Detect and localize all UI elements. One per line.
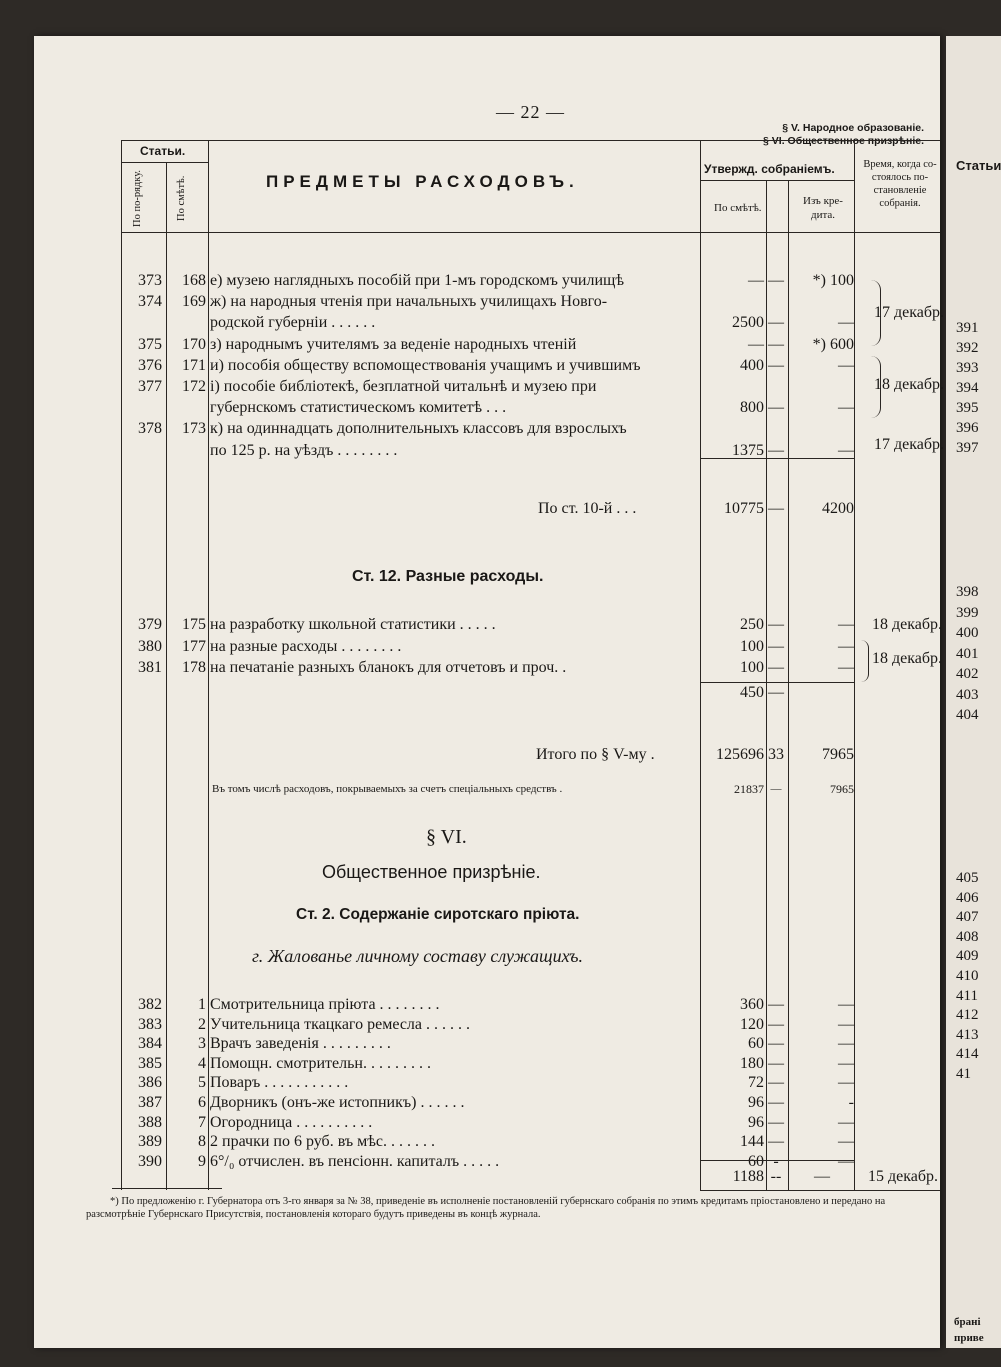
row-amount-smeta: 60 (748, 1152, 764, 1170)
row-amount-smeta: 250 (740, 616, 764, 633)
row-estimate-number: 173 (182, 420, 206, 438)
row-amount-kredit: — (838, 1074, 854, 1092)
total-st10-a: 10775 (724, 500, 764, 517)
special-c: 7965 (830, 782, 854, 796)
next-page-row-number: 404 (956, 707, 979, 723)
next-page-row-number: 393 (956, 360, 979, 376)
row-amount-kopecks: — (768, 1113, 784, 1131)
footnote-rule (112, 1188, 222, 1189)
next-page-row-number: 392 (956, 340, 979, 356)
row-amount-smeta: 2500 (732, 314, 764, 332)
next-page-row-number: 401 (956, 645, 979, 662)
row-amount-kredit: — (838, 659, 854, 676)
row-amount-smeta: 100 (740, 659, 764, 676)
total-c-b: -- (770, 1168, 782, 1185)
total-c-date: 15 декабр. (868, 1168, 939, 1185)
header-col-vremya: Время, когда со-стоялось по-становленіе собранія. (863, 159, 937, 209)
row-estimate-number: 172 (182, 378, 206, 395)
row-item: Врачъ заведенія . . . . . . . . . (210, 1035, 391, 1053)
next-page-row-number: 405 (956, 870, 979, 886)
row-amount-kredit: — (838, 1054, 854, 1072)
row-number: 384 (138, 1035, 162, 1053)
row-amount-kredit: — (838, 1133, 854, 1151)
row-number: 386 (138, 1074, 162, 1092)
table-row (34, 376, 940, 398)
row-amount-kredit: — (838, 399, 854, 417)
row-estimate-number: 177 (182, 637, 206, 655)
total-c-a: 1188 (732, 1168, 764, 1185)
row-amount-kopecks: — (768, 637, 784, 655)
next-page-row-number: 397 (956, 440, 979, 456)
table-row (34, 334, 940, 356)
next-page-row-number: 406 (956, 889, 979, 906)
stati-rule (121, 162, 208, 163)
total-st10-b: — (768, 500, 784, 517)
next-page-row-number: 409 (956, 948, 979, 965)
running-head-line-1: § V. Народное образованіе. (782, 122, 924, 134)
row-amount-kredit: — (838, 314, 854, 332)
row-item: Помощн. смотрительн. . . . . . . . . (210, 1054, 431, 1072)
row-amount-kopecks: — (768, 616, 784, 633)
special-a: 21837 (734, 782, 764, 796)
table-top-rule (121, 140, 940, 141)
next-page-row-number: 400 (956, 625, 979, 641)
row-amount-kredit: - (848, 1094, 854, 1111)
row-amount-kredit: *) 100 (812, 272, 854, 289)
itogo-label: Итого по § V-му . (536, 746, 655, 763)
row-amount-kopecks: — (768, 1133, 784, 1151)
special-b: — (770, 783, 782, 795)
row-item: к) на одиннадцать дополнительныхъ классовъ для взрослыхъ (210, 420, 627, 438)
next-page-row-number: 413 (956, 1026, 979, 1043)
footnote: *) По предложенію г. Губернатора отъ 3-го января за № 38, приведеніе въ исполненіе постановленій губернскаго собранія по этимъ кредитамъ пріостановлено и передано на разсмотрѣніе Губернскаго Присутствія, постановленія котораго будутъ приведены въ концѣ журнала. (86, 1196, 886, 1220)
next-page-row-number: 408 (956, 928, 979, 945)
next-page-row-number: 410 (956, 968, 979, 984)
date-a1: 17 декабр. (874, 304, 945, 321)
row-item: и) пособія обществу вспомоществованія учащимъ и учившимъ (210, 356, 641, 374)
next-page-row-number: 414 (956, 1046, 979, 1063)
rule-st10 (700, 458, 854, 459)
running-head (763, 122, 924, 148)
next-page-row-number: 411 (956, 987, 978, 1004)
row-item: Поваръ . . . . . . . . . . . (210, 1074, 349, 1092)
row-amount-kopecks: — (768, 314, 784, 332)
date-a2: 18 декабр. (874, 376, 945, 393)
row-item: 6°/₀ отчислен. въ пенсіонн. капиталъ . . . . . (210, 1152, 500, 1170)
row-amount-kopecks: — (768, 659, 784, 676)
next-page-row-number: 407 (956, 909, 979, 926)
row-estimate-number: 6 (198, 1094, 206, 1111)
row-amount-smeta: 144 (740, 1133, 764, 1151)
table-row (34, 614, 943, 636)
table-row (34, 355, 940, 377)
row-amount-smeta: 96 (748, 1113, 764, 1131)
row-amount-kredit: — (838, 1035, 854, 1053)
row-number: 373 (138, 272, 162, 289)
row-estimate-number: 1 (198, 996, 206, 1013)
row-amount-smeta: 360 (740, 996, 764, 1013)
next-page-row-number: 402 (956, 666, 979, 682)
row-estimate-number: 3 (198, 1035, 206, 1053)
date-a3: 17 декабр. (874, 436, 945, 453)
row-amount-kopecks: — (768, 1035, 784, 1053)
rule-total-c (700, 1160, 854, 1161)
row-number: 390 (138, 1152, 162, 1170)
next-page-head: Статьи (956, 158, 1001, 173)
row-amount-smeta: 1375 (732, 441, 764, 459)
row-amount-kredit: — (838, 441, 854, 459)
row-number: 375 (138, 335, 162, 353)
row-number: 385 (138, 1054, 162, 1072)
row-amount-kopecks: — (768, 996, 784, 1013)
row-estimate-number: 7 (198, 1113, 206, 1131)
row-item: 2 прачки по 6 руб. въ мѣс. . . . . . . (210, 1133, 436, 1151)
row-amount-kredit: — (838, 616, 854, 633)
total-st10-c: 4200 (822, 500, 854, 517)
row-amount-kopecks: - (773, 1152, 779, 1170)
section6-num: § VI. (426, 826, 467, 848)
total-c-c: — (814, 1168, 830, 1185)
next-page-foot-1: брані (954, 1316, 981, 1328)
row-estimate-number: 170 (182, 335, 206, 353)
row-estimate-number: 169 (182, 293, 206, 311)
row-item: з) народнымъ учителямъ за веденіе народныхъ чтеній (210, 335, 577, 353)
row-estimate-number: 8 (198, 1133, 206, 1151)
row-item: і) пособіе библіотекѣ, безплатной читальнѣ и музею при (210, 378, 597, 395)
subtotal-st12-b: — (768, 684, 784, 701)
row-amount-kopecks: — (768, 1015, 784, 1033)
row-number: 379 (138, 616, 162, 633)
next-page-row-number: 395 (956, 400, 979, 416)
row-amount-smeta: 72 (748, 1074, 764, 1092)
table-row (34, 312, 940, 334)
row-amount-kopecks: — (768, 272, 784, 289)
row-special (34, 778, 940, 800)
header-po-poryadku: По по-рядку. (132, 169, 143, 227)
row-number: 389 (138, 1133, 162, 1151)
row-number: 374 (138, 293, 162, 311)
itogo-c: 7965 (822, 746, 854, 763)
row-amount-smeta: 800 (740, 399, 764, 417)
row-amount-smeta: — (748, 335, 764, 353)
table-bottom-rule (700, 1190, 940, 1191)
row-amount-kredit: — (838, 1015, 854, 1033)
table-row (34, 418, 940, 440)
row-number: 382 (138, 996, 162, 1013)
st12-title: Ст. 12. Разные расходы. (352, 568, 544, 585)
row-amount-kredit: — (838, 356, 854, 374)
row-item: Дворникъ (онъ-же истопникъ) . . . . . . (210, 1094, 465, 1111)
row-amount-kopecks: — (768, 356, 784, 374)
row-item: ж) на народныя чтенія при начальныхъ училищахъ Новго- (210, 293, 608, 311)
row-itogo (34, 744, 940, 766)
table-row (34, 657, 940, 679)
row-item: на печатаніе разныхъ бланокъ для отчетовъ и проч. . (210, 659, 567, 676)
date-b1: 18 декабр. (872, 616, 943, 633)
row-amount-kopecks: — (768, 335, 784, 353)
brace-b (858, 640, 869, 682)
row-item: Смотрительница пріюта . . . . . . . . (210, 996, 440, 1013)
row-item: е) музею наглядныхъ пособій при 1-мъ городскомъ училищѣ (210, 272, 625, 289)
itogo-a: 125696 (716, 746, 764, 763)
row-number: 378 (138, 420, 162, 438)
row-item: на разработку школьной статистики . . . . . (210, 616, 496, 633)
row-amount-smeta: 60 (748, 1035, 764, 1053)
next-page-row-number: 396 (956, 420, 979, 436)
header-title: ПРЕДМЕТЫ РАСХОДОВЪ. (266, 172, 579, 191)
header-col-smeta: По смѣтѣ. (714, 202, 762, 214)
row-number: 383 (138, 1015, 162, 1033)
row-amount-kredit: — (838, 637, 854, 655)
next-page-row-number: 403 (956, 686, 979, 703)
row-amount-kredit: — (838, 1113, 854, 1131)
next-page-row-number: 398 (956, 584, 979, 600)
row-amount-smeta: 96 (748, 1094, 764, 1111)
table-row (34, 636, 940, 658)
row-estimate-number: 178 (182, 659, 206, 676)
row-estimate-number: 2 (198, 1015, 206, 1033)
next-page-edge (946, 36, 1001, 1348)
section6-st2: Ст. 2. Содержаніе сиротскаго пріюта. (296, 906, 580, 923)
row-total-st10 (34, 498, 940, 520)
date-b2: 18 декабр. (872, 650, 943, 667)
row-amount-smeta: 180 (740, 1054, 764, 1072)
row-item: родской губерніи . . . . . . (210, 314, 376, 332)
row-item: губернскомъ статистическомъ комитетѣ . . . (210, 399, 507, 417)
row-item: по 125 р. на уѣздъ . . . . . . . . (210, 441, 398, 459)
next-page-row-number: 41 (956, 1066, 971, 1082)
row-item: на разные расходы . . . . . . . . (210, 637, 402, 655)
header-po-smete: По смѣтѣ. (176, 175, 187, 221)
next-page-row-number: 391 (956, 320, 979, 336)
table-row (34, 291, 940, 313)
special-label: Въ томъ числѣ расходовъ, покрываемыхъ за счетъ спеціальныхъ средствъ . (212, 783, 563, 795)
row-amount-kopecks: — (768, 1054, 784, 1072)
subtotal-st12-a: 450 (740, 684, 764, 701)
header-stati: Статьи. (140, 144, 186, 158)
row-total-c (34, 1166, 940, 1188)
row-estimate-number: 5 (198, 1074, 206, 1092)
row-estimate-number: 171 (182, 356, 206, 374)
row-number: 387 (138, 1094, 162, 1111)
row-subtotal-st12 (34, 682, 940, 704)
row-amount-kredit: — (838, 1152, 854, 1170)
row-number: 377 (138, 378, 162, 395)
section6-title: Общественное призрѣніе. (322, 862, 541, 882)
row-estimate-number: 175 (182, 616, 206, 633)
row-amount-kredit: *) 600 (812, 335, 854, 353)
table-row (34, 397, 940, 419)
utverzhd-rule (700, 180, 854, 181)
row-amount-kopecks: — (768, 1094, 784, 1111)
itogo-b: 33 (768, 746, 784, 763)
row-item: Учительница ткацкаго ремесла . . . . . . (210, 1015, 470, 1033)
row-estimate-number: 168 (182, 272, 206, 289)
row-amount-smeta: 100 (740, 637, 764, 655)
next-page-row-number: 394 (956, 380, 979, 396)
header-col-kredita: Изъ кре-дита. (803, 195, 843, 221)
row-item: Огородница . . . . . . . . . . (210, 1113, 373, 1131)
document-page (34, 36, 945, 1348)
next-page-row-number: 399 (956, 604, 979, 621)
table-row (34, 270, 940, 292)
row-amount-kopecks: — (768, 1074, 784, 1092)
row-number: 376 (138, 356, 162, 374)
row-amount-smeta: — (748, 272, 764, 289)
next-page-foot-2: приве (954, 1332, 984, 1344)
row-number: 380 (138, 637, 162, 655)
row-amount-kredit: — (838, 996, 854, 1013)
page-number: — 22 — (496, 102, 565, 122)
header-utverzhd: Утвержд. собраніемъ. (704, 162, 835, 176)
total-st10-label: По ст. 10-й . . . (538, 500, 637, 517)
row-estimate-number: 4 (198, 1054, 206, 1072)
row-number: 388 (138, 1113, 162, 1131)
row-amount-smeta: 120 (740, 1015, 764, 1033)
next-page-row-number: 412 (956, 1007, 979, 1024)
header-bottom-rule (121, 232, 940, 233)
row-number: 381 (138, 659, 162, 676)
row-amount-kopecks: — (768, 399, 784, 417)
row-amount-kopecks: — (768, 441, 784, 459)
row-estimate-number: 9 (198, 1152, 206, 1170)
running-head-line-2: § VI. Общественное призрѣніе. (763, 135, 924, 147)
section6-sub: г. Жалованье личному составу служащихъ. (252, 946, 583, 966)
row-amount-smeta: 400 (740, 356, 764, 374)
